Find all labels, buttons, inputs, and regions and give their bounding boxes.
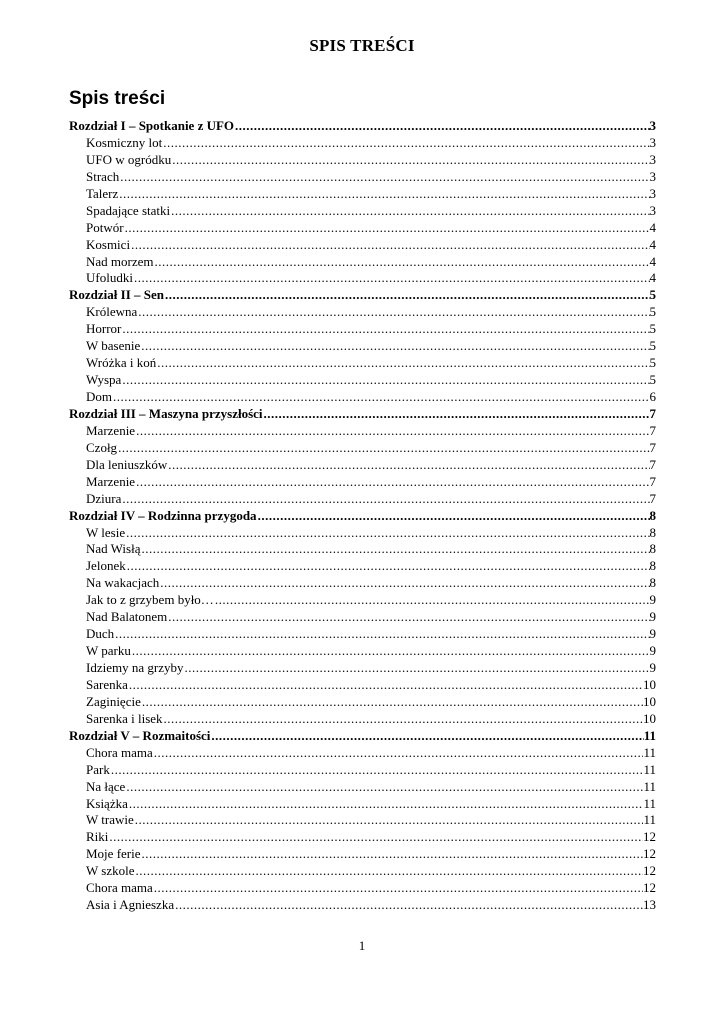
toc-entry-page: 3: [649, 168, 656, 184]
toc-subentry[interactable]: [69, 237, 656, 254]
toc-entry-label: Chora mama: [86, 880, 153, 896]
toc-entry-label: Jelonek: [86, 558, 126, 574]
toc-subentry[interactable]: [69, 779, 656, 796]
table-of-contents: [69, 118, 656, 914]
toc-entry-page: 8: [649, 507, 656, 523]
dot-leader: [154, 880, 643, 897]
toc-entry-label: Rozdział I – Spotkanie z UFO: [69, 118, 235, 133]
toc-entry-label: Dla leniuszków: [86, 456, 168, 472]
toc-subentry[interactable]: [69, 457, 656, 474]
toc-entry-label: Rozdział IV – Rodzinna przygoda: [69, 507, 257, 523]
toc-entry-label: Ufoludki: [86, 270, 133, 286]
toc-entry-page: 11: [643, 727, 656, 743]
toc-entry-page: 7: [649, 439, 656, 455]
toc-entry-label: Horror: [86, 321, 122, 337]
toc-subentry[interactable]: [69, 745, 656, 762]
toc-entry-page: 11: [643, 761, 656, 777]
toc-entry-label: W lesie: [86, 524, 126, 540]
dot-leader: [164, 711, 643, 728]
toc-entry-page: 5: [649, 287, 656, 303]
dot-leader: [141, 338, 649, 355]
dot-leader: [168, 457, 649, 474]
dot-leader: [135, 812, 644, 829]
toc-entry-page: 3: [649, 202, 656, 218]
toc-entry-label: Rozdział II – Sen: [69, 287, 164, 303]
dot-leader: [115, 626, 649, 643]
dot-leader: [157, 355, 649, 372]
toc-subentry[interactable]: [69, 355, 656, 372]
dot-leader: [126, 779, 643, 796]
dot-leader: [109, 829, 643, 846]
toc-entry-label: Marzenie: [86, 473, 136, 489]
toc-entry-label: Rozdział V – Rozmaitości: [69, 727, 211, 743]
dot-leader: [122, 372, 649, 389]
toc-entry-page: 3: [649, 118, 656, 133]
toc-entry-label: Wróżka i koń: [86, 355, 157, 371]
toc-entry-page: 12: [643, 880, 656, 896]
toc-entry-label: Sarenka i lisek: [86, 710, 163, 726]
dot-leader: [131, 237, 649, 254]
toc-entry-label: Królewna: [86, 304, 138, 320]
toc-entry-page: 12: [643, 863, 656, 879]
toc-entry-label: Zaginięcie: [86, 693, 141, 709]
dot-leader: [155, 254, 650, 271]
toc-chapter-entry[interactable]: [69, 728, 656, 745]
toc-entry-page: 8: [649, 558, 656, 574]
toc-subentry[interactable]: [69, 643, 656, 660]
toc-entry-page: 3: [649, 134, 656, 150]
toc-entry-page: 7: [649, 490, 656, 506]
toc-subentry[interactable]: [69, 254, 656, 271]
toc-subentry[interactable]: [69, 203, 656, 220]
toc-entry-page: 11: [643, 744, 656, 760]
toc-entry-page: 4: [649, 236, 656, 252]
dot-leader: [129, 796, 644, 813]
toc-entry-page: 7: [649, 405, 656, 421]
toc-entry-page: 9: [649, 660, 656, 675]
page-number: 1: [358, 938, 366, 953]
dot-leader: [211, 728, 643, 745]
page-title: SPIS TREŚCI: [309, 36, 415, 55]
toc-subentry[interactable]: [69, 389, 656, 406]
toc-entry-label: Rozdział III – Maszyna przyszłości: [69, 405, 263, 421]
toc-entry-label: Park: [86, 761, 110, 777]
toc-subentry[interactable]: [69, 491, 656, 508]
toc-entry-page: 8: [649, 524, 656, 540]
dot-leader: [138, 304, 649, 321]
dot-leader: [215, 592, 650, 609]
toc-subentry[interactable]: [69, 796, 656, 813]
toc-subentry[interactable]: [69, 609, 656, 626]
toc-chapter-entry[interactable]: [69, 406, 656, 423]
toc-subentry[interactable]: [69, 812, 656, 829]
dot-leader: [142, 694, 643, 711]
toc-chapter-entry[interactable]: [69, 118, 656, 135]
toc-entry-label: Dom: [86, 389, 112, 404]
toc-entry-page: 3: [649, 185, 656, 201]
toc-entry-page: 12: [643, 846, 656, 862]
dot-leader: [122, 321, 649, 338]
toc-heading: Spis treści: [69, 88, 166, 109]
toc-subentry[interactable]: [69, 863, 656, 880]
toc-entry-page: 7: [649, 473, 656, 489]
toc-subentry[interactable]: [69, 135, 656, 152]
dot-leader: [142, 846, 643, 863]
dot-leader: [168, 609, 649, 626]
toc-entry-page: 4: [649, 219, 656, 235]
toc-subentry[interactable]: [69, 220, 656, 237]
toc-entry-label: Potwór: [86, 219, 124, 235]
toc-subentry[interactable]: [69, 829, 656, 846]
toc-entry-page: 5: [649, 338, 656, 354]
toc-entry-page: 4: [649, 253, 656, 269]
dot-leader: [154, 745, 644, 762]
toc-subentry[interactable]: [69, 694, 656, 711]
dot-leader: [165, 287, 650, 304]
dot-leader: [184, 660, 649, 677]
toc-subentry[interactable]: [69, 423, 656, 440]
dot-leader: [126, 525, 649, 542]
toc-entry-label: Moje ferie: [86, 846, 141, 862]
toc-entry-label: Na wakacjach: [86, 575, 160, 591]
dot-leader: [122, 491, 649, 508]
toc-subentry[interactable]: [69, 474, 656, 491]
toc-subentry[interactable]: [69, 762, 656, 779]
toc-entry-label: Dziura: [86, 490, 122, 506]
toc-chapter-entry[interactable]: [69, 287, 656, 304]
toc-entry-label: UFO w ogródku: [86, 151, 172, 167]
toc-entry-page: 9: [649, 643, 656, 659]
toc-entry-label: W szkole: [86, 863, 135, 879]
dot-leader: [235, 118, 649, 135]
toc-subentry[interactable]: [69, 186, 656, 203]
toc-entry-label: Wyspa: [86, 372, 122, 388]
toc-entry-label: Kosmici: [86, 236, 131, 252]
toc-entry-label: W basenie: [86, 338, 141, 354]
toc-entry-page: 3: [649, 151, 656, 167]
toc-entry-page: 11: [643, 812, 656, 828]
toc-subentry[interactable]: [69, 558, 656, 575]
toc-subentry[interactable]: [69, 525, 656, 542]
dot-leader: [120, 169, 649, 186]
dot-leader: [171, 203, 649, 220]
toc-entry-label: Książka: [86, 795, 128, 811]
toc-subentry[interactable]: [69, 880, 656, 897]
toc-entry-label: Idziemy na grzyby: [86, 660, 184, 675]
toc-entry-page: 10: [643, 676, 656, 692]
toc-subentry[interactable]: [69, 677, 656, 694]
toc-entry-label: Duch: [86, 626, 115, 642]
dot-leader: [125, 220, 650, 237]
toc-entry-label: Nad Wisłą: [86, 541, 141, 557]
toc-subentry[interactable]: [69, 338, 656, 355]
toc-subentry[interactable]: [69, 846, 656, 863]
toc-entry-page: 9: [649, 626, 656, 642]
toc-entry-label: Talerz: [86, 185, 119, 201]
toc-entry-page: 8: [649, 541, 656, 557]
toc-subentry[interactable]: [69, 440, 656, 457]
toc-entry-page: 9: [649, 609, 656, 625]
dot-leader: [160, 575, 649, 592]
dot-leader: [134, 270, 650, 287]
toc-entry-label: Jak to z grzybem było…: [86, 592, 214, 608]
toc-entry-page: 12: [643, 829, 656, 845]
toc-subentry[interactable]: [69, 169, 656, 186]
toc-subentry[interactable]: [69, 711, 656, 728]
toc-entry-page: 7: [649, 422, 656, 438]
toc-entry-label: Czołg: [86, 439, 118, 455]
toc-subentry[interactable]: [69, 626, 656, 643]
toc-subentry[interactable]: [69, 152, 656, 169]
toc-entry-label: W parku: [86, 643, 131, 659]
dot-leader: [113, 389, 650, 406]
dot-leader: [175, 897, 643, 914]
dot-leader: [258, 508, 650, 525]
toc-entry-page: 7: [649, 456, 656, 472]
toc-entry-page: 5: [649, 372, 656, 388]
dot-leader: [118, 440, 649, 457]
toc-entry-page: 11: [643, 795, 656, 811]
toc-entry-page: 5: [649, 321, 656, 337]
toc-entry-label: Marzenie: [86, 422, 136, 438]
toc-entry-page: 8: [649, 575, 656, 591]
toc-subentry[interactable]: [69, 660, 656, 677]
dot-leader: [132, 643, 650, 660]
toc-entry-page: 4: [649, 270, 656, 286]
toc-entry-page: 5: [649, 355, 656, 371]
toc-entry-label: Sarenka: [86, 676, 128, 692]
toc-entry-page: 5: [649, 304, 656, 320]
dot-leader: [136, 474, 649, 491]
toc-entry-label: Kosmiczny lot: [86, 134, 163, 150]
toc-entry-label: Strach: [86, 168, 120, 184]
toc-subentry[interactable]: [69, 592, 656, 609]
dot-leader: [129, 677, 643, 694]
dot-leader: [111, 762, 644, 779]
toc-entry-page: 6: [649, 389, 656, 404]
toc-subentry[interactable]: [69, 304, 656, 321]
toc-entry-label: Spadające statki: [86, 202, 171, 218]
toc-entry-label: Nad Balatonem: [86, 609, 168, 625]
toc-entry-page: 10: [643, 693, 656, 709]
toc-entry-label: Chora mama: [86, 744, 153, 760]
dot-leader: [127, 558, 650, 575]
toc-entry-page: 11: [643, 778, 656, 794]
toc-entry-page: 10: [643, 710, 656, 726]
toc-entry-label: W trawie: [86, 812, 134, 828]
dot-leader: [163, 135, 649, 152]
toc-subentry[interactable]: [69, 575, 656, 592]
dot-leader: [136, 423, 649, 440]
toc-subentry[interactable]: [69, 541, 656, 558]
toc-subentry[interactable]: [69, 270, 656, 287]
toc-entry-label: Nad morzem: [86, 253, 154, 269]
toc-entry-label: Riki: [86, 829, 109, 845]
toc-subentry[interactable]: [69, 897, 656, 914]
toc-entry-label: Na łące: [86, 778, 126, 794]
toc-subentry[interactable]: [69, 321, 656, 338]
dot-leader: [136, 863, 644, 880]
dot-leader: [119, 186, 649, 203]
toc-subentry[interactable]: [69, 372, 656, 389]
dot-leader: [172, 152, 649, 169]
dot-leader: [141, 541, 649, 558]
toc-chapter-entry[interactable]: [69, 508, 656, 525]
toc-entry-page: 13: [643, 897, 656, 913]
dot-leader: [264, 406, 650, 423]
toc-entry-page: 9: [649, 592, 656, 608]
toc-entry-label: Asia i Agnieszka: [86, 897, 175, 913]
